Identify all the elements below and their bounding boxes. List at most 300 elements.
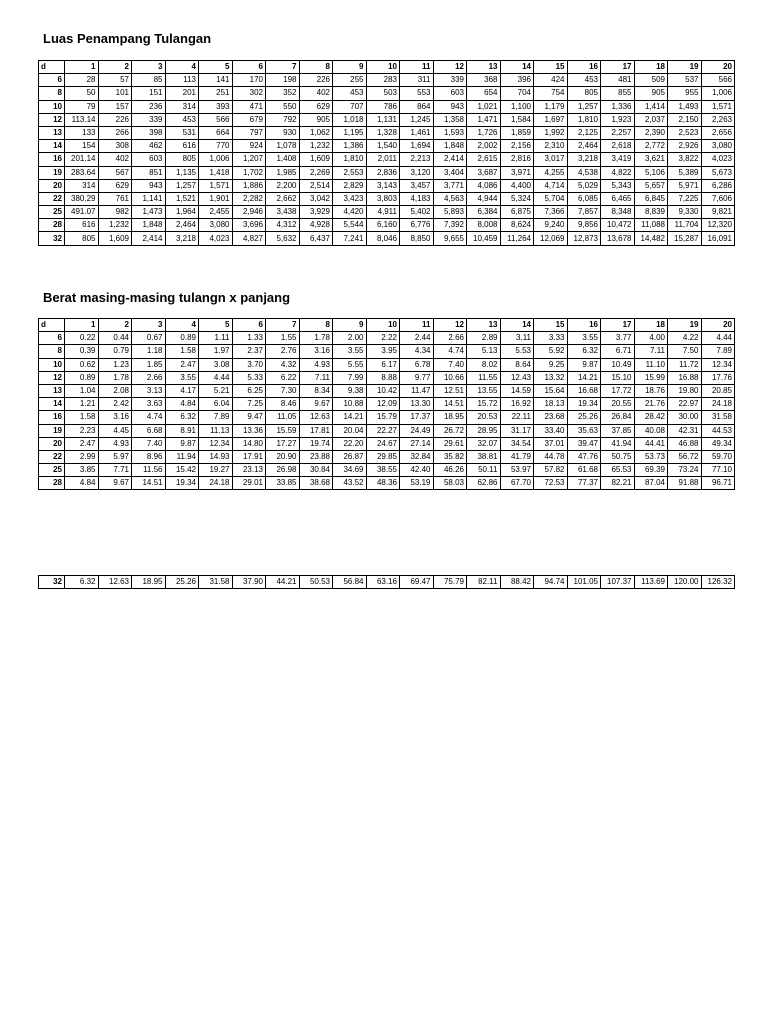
table-cell: 7.25 [232, 398, 266, 411]
row-label: 10 [39, 358, 65, 371]
table-cell: 9.87 [567, 358, 601, 371]
table-cell: 368 [467, 74, 501, 87]
table-cell: 5.13 [467, 345, 501, 358]
table-cell: 1,328 [366, 126, 400, 139]
table-cell: 3,404 [433, 166, 467, 179]
column-header: 18 [634, 61, 668, 74]
table-cell: 1,078 [266, 140, 300, 153]
table-cell: 311 [400, 74, 434, 87]
table-row [39, 345, 735, 358]
table-cell: 2,662 [266, 192, 300, 205]
table-cell: 101 [98, 87, 132, 100]
table-cell: 251 [199, 87, 233, 100]
row-label: 6 [39, 74, 65, 87]
table-cell: 9,856 [567, 219, 601, 232]
table-cell: 11.47 [400, 384, 434, 397]
table-cell: 3.55 [567, 332, 601, 345]
table-cell: 1,408 [266, 153, 300, 166]
table-cell: 10,472 [601, 219, 635, 232]
table-cell: 5,402 [400, 206, 434, 219]
table-cell: 1,593 [433, 126, 467, 139]
table-cell: 603 [132, 153, 166, 166]
table-cell: 9.77 [400, 371, 434, 384]
table-cell: 3,771 [433, 179, 467, 192]
table-cell: 1,697 [534, 113, 568, 126]
table-cell: 3,423 [333, 192, 367, 205]
table-row [39, 384, 735, 397]
table-cell: 15.99 [634, 371, 668, 384]
table-cell: 3.16 [299, 345, 333, 358]
table-cell: 6,286 [701, 179, 735, 192]
table-cell: 53.97 [500, 464, 534, 477]
table-cell: 453 [333, 87, 367, 100]
table-cell: 14.93 [199, 450, 233, 463]
table-cell: 12,873 [567, 232, 601, 245]
table-cell: 20.04 [333, 424, 367, 437]
table-cell: 2,002 [467, 140, 501, 153]
table-cell: 7,857 [567, 206, 601, 219]
column-header: 6 [232, 61, 266, 74]
table-cell: 7,241 [333, 232, 367, 245]
table-cell: 7.89 [701, 345, 735, 358]
corner-label: d [39, 61, 65, 74]
table-cell: 1,245 [400, 113, 434, 126]
table-cell: 6.32 [65, 576, 99, 589]
table-cell: 0.22 [65, 332, 99, 345]
row-label: 25 [39, 206, 65, 219]
table-cell: 7,606 [701, 192, 735, 205]
table-cell: 226 [299, 74, 333, 87]
column-header: 16 [567, 319, 601, 332]
table-cell: 2,011 [366, 153, 400, 166]
table-cell: 2,257 [601, 126, 635, 139]
table-cell: 805 [165, 153, 199, 166]
table-cell: 44.78 [534, 450, 568, 463]
table-cell: 2,464 [567, 140, 601, 153]
column-header: 12 [433, 61, 467, 74]
table-cell: 11.72 [668, 358, 702, 371]
table-cell: 41.79 [500, 450, 534, 463]
table-cell: 4.45 [98, 424, 132, 437]
table-cell: 107.37 [601, 576, 635, 589]
table-cell: 805 [567, 87, 601, 100]
table-cell: 27.14 [400, 437, 434, 450]
row-label: 8 [39, 345, 65, 358]
table-cell: 567 [98, 166, 132, 179]
table-cell: 1,985 [266, 166, 300, 179]
table-cell: 58.03 [433, 477, 467, 490]
table-cell: 2,390 [634, 126, 668, 139]
table-cell: 616 [65, 219, 99, 232]
column-header: 4 [165, 61, 199, 74]
table-cell: 57 [98, 74, 132, 87]
table-cell: 96.71 [701, 477, 735, 490]
column-header: 18 [634, 319, 668, 332]
table-cell: 4.74 [433, 345, 467, 358]
table-cell: 380.29 [65, 192, 99, 205]
table-cell: 3.13 [132, 384, 166, 397]
table-cell: 32.07 [467, 437, 501, 450]
table-cell: 7.71 [98, 464, 132, 477]
table-cell: 1.18 [132, 345, 166, 358]
table-cell: 7.99 [333, 371, 367, 384]
table-cell: 19.27 [199, 464, 233, 477]
table-cell: 302 [232, 87, 266, 100]
table-cell: 1,540 [366, 140, 400, 153]
table-cell: 6.22 [266, 371, 300, 384]
table-cell: 2,553 [333, 166, 367, 179]
table-cell: 7.30 [266, 384, 300, 397]
table-cell: 65.53 [601, 464, 635, 477]
table-cell: 94.74 [534, 576, 568, 589]
table-row [39, 179, 735, 192]
table-cell: 4.32 [266, 358, 300, 371]
table-cell: 3.77 [601, 332, 635, 345]
table-cell: 1.11 [199, 332, 233, 345]
table-cell: 12,320 [701, 219, 735, 232]
table-cell: 8,850 [400, 232, 434, 245]
table-cell: 4,827 [232, 232, 266, 245]
table-cell: 28.42 [634, 411, 668, 424]
column-header: 11 [400, 61, 434, 74]
table-cell: 2,523 [668, 126, 702, 139]
table-cell: 56.84 [333, 576, 367, 589]
table-cell: 79 [65, 100, 99, 113]
table-cell: 4.93 [299, 358, 333, 371]
table-cell: 22.11 [500, 411, 534, 424]
table-cell: 17.76 [701, 371, 735, 384]
table-cell: 2,125 [567, 126, 601, 139]
column-header: 3 [132, 319, 166, 332]
table-cell: 2.44 [400, 332, 434, 345]
table-row [39, 219, 735, 232]
table-cell: 1,584 [500, 113, 534, 126]
table-cell: 566 [199, 113, 233, 126]
table-cell: 5.21 [199, 384, 233, 397]
table-cell: 1,810 [567, 113, 601, 126]
table-cell: 13,678 [601, 232, 635, 245]
table-cell: 14.59 [500, 384, 534, 397]
row-label: 6 [39, 332, 65, 345]
table-cell: 9,330 [668, 206, 702, 219]
table-row [39, 358, 735, 371]
table-cell: 24.67 [366, 437, 400, 450]
table-cell: 3,687 [467, 166, 501, 179]
table-cell: 2,464 [165, 219, 199, 232]
column-header: 14 [500, 61, 534, 74]
table-cell: 113.69 [634, 576, 668, 589]
rebar-weight-table [38, 318, 735, 490]
row-label: 16 [39, 411, 65, 424]
table-cell: 1,257 [567, 100, 601, 113]
table-cell: 9.47 [232, 411, 266, 424]
table-row [39, 166, 735, 179]
table-cell: 5.55 [333, 358, 367, 371]
table-cell: 2,455 [199, 206, 233, 219]
table-row [39, 206, 735, 219]
table-cell: 2,656 [701, 126, 735, 139]
table-cell: 3,042 [299, 192, 333, 205]
table-cell: 91.88 [668, 477, 702, 490]
table-cell: 22.97 [668, 398, 702, 411]
table-cell: 11.10 [634, 358, 668, 371]
table-cell: 6,384 [467, 206, 501, 219]
table-cell: 5,893 [433, 206, 467, 219]
column-header: 10 [366, 319, 400, 332]
table-cell: 82.21 [601, 477, 635, 490]
table-cell: 1,901 [199, 192, 233, 205]
table-cell: 453 [567, 74, 601, 87]
table-cell: 9,655 [433, 232, 467, 245]
column-header: 9 [333, 61, 367, 74]
table-cell: 5,389 [668, 166, 702, 179]
table-cell: 2,514 [299, 179, 333, 192]
table-cell: 6.78 [400, 358, 434, 371]
table-cell: 75.79 [433, 576, 467, 589]
column-header: 13 [467, 319, 501, 332]
table-cell: 73.24 [668, 464, 702, 477]
table-cell: 704 [500, 87, 534, 100]
table-cell: 3,621 [634, 153, 668, 166]
table-row [39, 113, 735, 126]
table-cell: 943 [132, 179, 166, 192]
table-cell: 1,358 [433, 113, 467, 126]
table-cell: 43.52 [333, 477, 367, 490]
table-cell: 37.01 [534, 437, 568, 450]
table-cell: 5,324 [500, 192, 534, 205]
table-cell: 629 [299, 100, 333, 113]
table-cell: 6.32 [165, 411, 199, 424]
table-cell: 56.72 [668, 450, 702, 463]
table-cell: 50.53 [299, 576, 333, 589]
table-cell: 550 [266, 100, 300, 113]
table-cell: 87.04 [634, 477, 668, 490]
table-cell: 154 [65, 140, 99, 153]
table-cell: 13.36 [232, 424, 266, 437]
table-cell: 17.37 [400, 411, 434, 424]
table-cell: 1,859 [500, 126, 534, 139]
table-cell: 0.89 [165, 332, 199, 345]
table-cell: 2,816 [500, 153, 534, 166]
table-cell: 6,437 [299, 232, 333, 245]
table-row [39, 332, 735, 345]
table-cell: 3.33 [534, 332, 568, 345]
table-cell: 1,131 [366, 113, 400, 126]
table-cell: 0.62 [65, 358, 99, 371]
table-cell: 10.49 [601, 358, 635, 371]
table-row [39, 87, 735, 100]
row-label: 19 [39, 424, 65, 437]
table-cell: 2.99 [65, 450, 99, 463]
table-cell: 33.40 [534, 424, 568, 437]
table-cell: 7.50 [668, 345, 702, 358]
table-cell: 314 [165, 100, 199, 113]
table-cell: 120.00 [668, 576, 702, 589]
table-cell: 2,615 [467, 153, 501, 166]
table-cell: 5,704 [534, 192, 568, 205]
table-cell: 236 [132, 100, 166, 113]
table-cell: 14.51 [433, 398, 467, 411]
table-cell: 1.58 [65, 411, 99, 424]
table-cell: 23.13 [232, 464, 266, 477]
table-cell: 12.63 [98, 576, 132, 589]
table-row [39, 140, 735, 153]
table-cell: 12.43 [500, 371, 534, 384]
table-cell: 201 [165, 87, 199, 100]
table-cell: 4,944 [467, 192, 501, 205]
table-cell: 32.84 [400, 450, 434, 463]
table-cell: 4.93 [98, 437, 132, 450]
table-cell: 44.53 [701, 424, 735, 437]
table-cell: 2,836 [366, 166, 400, 179]
column-header: 15 [534, 319, 568, 332]
table-cell: 20.53 [467, 411, 501, 424]
table-cell: 864 [400, 100, 434, 113]
table-cell: 5,029 [567, 179, 601, 192]
table-cell: 18.95 [433, 411, 467, 424]
table-cell: 12.34 [199, 437, 233, 450]
column-header: 12 [433, 319, 467, 332]
table-cell: 16,091 [701, 232, 735, 245]
table-cell: 11.94 [165, 450, 199, 463]
table-cell: 17.81 [299, 424, 333, 437]
table-cell: 5,657 [634, 179, 668, 192]
table-cell: 2.76 [266, 345, 300, 358]
table-cell: 398 [132, 126, 166, 139]
table-cell: 2.89 [467, 332, 501, 345]
row-label: 10 [39, 100, 65, 113]
table-cell: 1,207 [232, 153, 266, 166]
table-cell: 4.84 [165, 398, 199, 411]
table-cell: 113.14 [65, 113, 99, 126]
table-cell: 3.70 [232, 358, 266, 371]
table-cell: 15.72 [467, 398, 501, 411]
table-cell: 707 [333, 100, 367, 113]
table-cell: 5,106 [634, 166, 668, 179]
table-cell: 3,143 [366, 179, 400, 192]
table-cell: 761 [98, 192, 132, 205]
table-cell: 0.79 [98, 345, 132, 358]
table-cell: 308 [98, 140, 132, 153]
table-cell: 14.51 [132, 477, 166, 490]
table-cell: 2,926 [668, 140, 702, 153]
table-cell: 4,911 [366, 206, 400, 219]
table-cell: 16.92 [500, 398, 534, 411]
table-cell: 1,571 [701, 100, 735, 113]
table-cell: 654 [467, 87, 501, 100]
row-label: 20 [39, 179, 65, 192]
table-cell: 1,021 [467, 100, 501, 113]
table-cell: 616 [165, 140, 199, 153]
row-label: 14 [39, 398, 65, 411]
table-cell: 46.26 [433, 464, 467, 477]
table-cell: 13.30 [400, 398, 434, 411]
row-label: 8 [39, 87, 65, 100]
table-row [39, 576, 735, 589]
column-header: 4 [165, 319, 199, 332]
table-cell: 17.72 [601, 384, 635, 397]
table-cell: 2.47 [165, 358, 199, 371]
table-cell: 4,420 [333, 206, 367, 219]
table-cell: 2.00 [333, 332, 367, 345]
table-cell: 629 [98, 179, 132, 192]
table-cell: 2.47 [65, 437, 99, 450]
column-header: 10 [366, 61, 400, 74]
table-cell: 664 [199, 126, 233, 139]
table-cell: 28 [65, 74, 99, 87]
table-cell: 453 [165, 113, 199, 126]
table-cell: 7.40 [433, 358, 467, 371]
table-cell: 1,694 [400, 140, 434, 153]
table-cell: 50.11 [467, 464, 501, 477]
table-cell: 3.11 [500, 332, 534, 345]
table-cell: 2.37 [232, 345, 266, 358]
table-cell: 2,150 [668, 113, 702, 126]
table-cell: 1,471 [467, 113, 501, 126]
table-cell: 7.89 [199, 411, 233, 424]
table2-title: Berat masing-masing tulangn x panjang [43, 290, 291, 305]
table-cell: 38.68 [299, 477, 333, 490]
table-cell: 1,609 [299, 153, 333, 166]
table-row [39, 232, 735, 245]
table-cell: 4,255 [534, 166, 568, 179]
table-cell: 6.68 [132, 424, 166, 437]
table-cell: 24.49 [400, 424, 434, 437]
table-cell: 69.39 [634, 464, 668, 477]
table-cell: 1,964 [165, 206, 199, 219]
table-cell: 3,120 [400, 166, 434, 179]
table-cell: 9.25 [534, 358, 568, 371]
table-cell: 1.33 [232, 332, 266, 345]
table-cell: 24.18 [701, 398, 735, 411]
table-cell: 2.66 [433, 332, 467, 345]
table-cell: 6.17 [366, 358, 400, 371]
table-cell: 0.89 [65, 371, 99, 384]
table-cell: 6.71 [601, 345, 635, 358]
table-cell: 3,080 [199, 219, 233, 232]
table-cell: 1.78 [299, 332, 333, 345]
table-cell: 3.85 [65, 464, 99, 477]
table-cell: 3.08 [199, 358, 233, 371]
column-header: 1 [65, 319, 99, 332]
table-cell: 25.26 [567, 411, 601, 424]
column-header: 1 [65, 61, 99, 74]
table-cell: 754 [534, 87, 568, 100]
table-cell: 786 [366, 100, 400, 113]
table-cell: 1,886 [232, 179, 266, 192]
table-cell: 982 [98, 206, 132, 219]
table-cell: 201.14 [65, 153, 99, 166]
table-cell: 10,459 [467, 232, 501, 245]
table-cell: 77.10 [701, 464, 735, 477]
row-label: 16 [39, 153, 65, 166]
table-cell: 4,086 [467, 179, 501, 192]
table-cell: 17.91 [232, 450, 266, 463]
table-cell: 503 [366, 87, 400, 100]
table-row [39, 153, 735, 166]
table-cell: 11,704 [668, 219, 702, 232]
table-cell: 11,088 [634, 219, 668, 232]
table-cell: 35.63 [567, 424, 601, 437]
table-cell: 8.96 [132, 450, 166, 463]
table-row [39, 74, 735, 87]
table-cell: 5.97 [98, 450, 132, 463]
table-cell: 1,418 [199, 166, 233, 179]
table-cell: 6,085 [567, 192, 601, 205]
table-cell: 4.74 [132, 411, 166, 424]
table-cell: 2,414 [132, 232, 166, 245]
table-cell: 283 [366, 74, 400, 87]
